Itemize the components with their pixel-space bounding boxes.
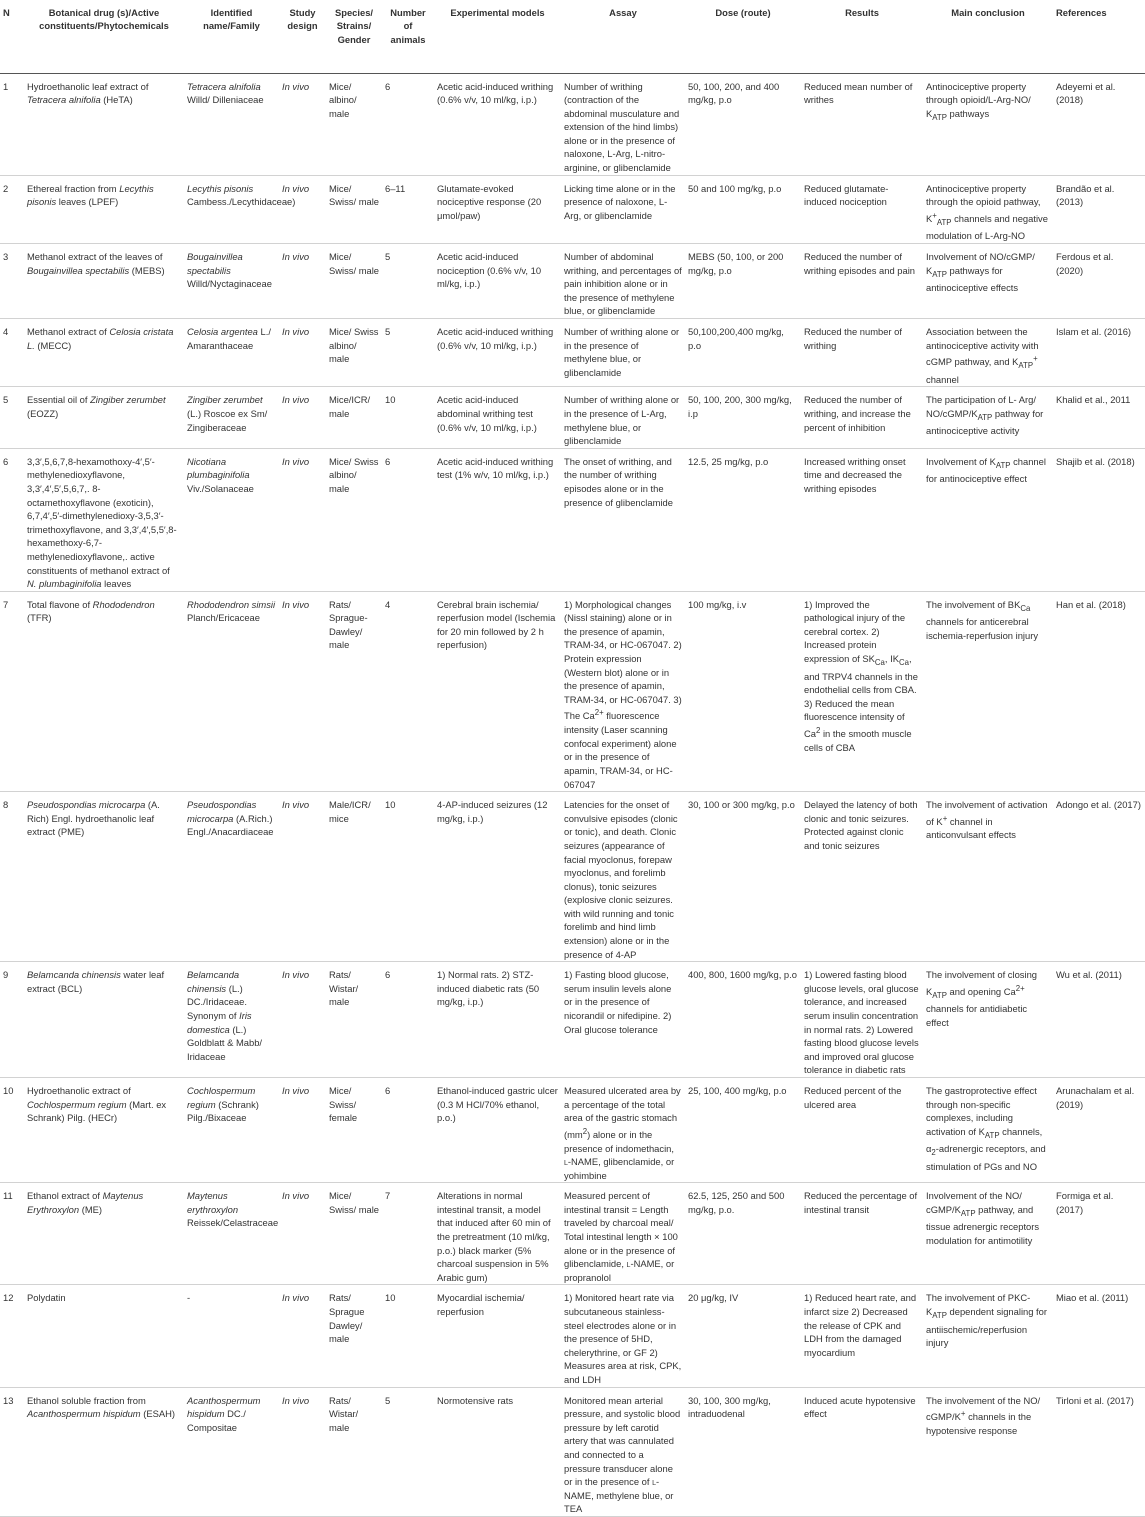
cell-main-conclusion: The involvement of activation of K+ channel in anticonvulsant effects: [923, 792, 1053, 962]
table-body: [0, 73, 1145, 1516]
header-identified-name: Identified name/Family: [184, 0, 279, 73]
cell-n: 1: [0, 73, 24, 175]
cell-results: 1) Lowered fasting blood glucose levels, oral glucose tolerance, and increased serum insulin concentration in normal rats. 2) Lowered fasting blood glucose levels and improved oral glucose tolerance in diabetic rats: [801, 962, 923, 1078]
cell-results: Induced acute hypotensive effect: [801, 1387, 923, 1516]
cell-number-of-animals: 4: [382, 591, 434, 791]
cell-study-design: In vivo: [279, 1285, 326, 1387]
cell-reference: Arunachalam et al. (2019): [1053, 1078, 1145, 1183]
cell-assay: Number of writhing alone or in the presence of methylene blue, or glibenclamide: [561, 319, 685, 387]
cell-experimental-model: Alterations in normal intestinal transit, a model that induced after 60 min of the pretreatment (10 ml/kg, p.o.) black marker (5% charcoal suspension in 5% Arabic gum): [434, 1183, 561, 1285]
cell-n: 7: [0, 591, 24, 791]
header-botanical-drug: Botanical drug (s)/Active constituents/Phytochemicals: [24, 0, 184, 73]
cell-results: Reduced mean number of writhes: [801, 73, 923, 175]
cell-number-of-animals: 6: [382, 962, 434, 1078]
header-assay: Assay: [561, 0, 685, 73]
cell-experimental-model: Cerebral brain ischemia/ reperfusion model (Ischemia for 20 min followed by 2 h reperfusion): [434, 591, 561, 791]
cell-results: 1) Reduced heart rate, and infarct size 2) Decreased the release of CPK and LDH from the damaged myocardium: [801, 1285, 923, 1387]
cell-n: 6: [0, 448, 24, 591]
cell-identified-name: Acanthospermum hispidum DC./ Compositae: [184, 1387, 279, 1516]
cell-botanical-drug: Methanol extract of the leaves of Bougainvillea spectabilis (MEBS): [24, 244, 184, 319]
cell-results: Reduced percent of the ulcered area: [801, 1078, 923, 1183]
cell-species: Mice/ Swiss/ male: [326, 175, 382, 243]
cell-botanical-drug: Methanol extract of Celosia cristata L. (MECC): [24, 319, 184, 387]
cell-study-design: In vivo: [279, 244, 326, 319]
cell-n: 5: [0, 387, 24, 448]
table-row: [0, 448, 1145, 591]
cell-main-conclusion: The participation of L- Arg/ $NO/cGMP/K_{ATP}$ pathway for antinociceptive activity: [923, 387, 1053, 448]
cell-identified-name: Bougainvillea spectabilis Willd/Nyctaginaceae: [184, 244, 279, 319]
cell-main-conclusion: Involvement of $K_{ATP}$ channel for antinociceptive effect: [923, 448, 1053, 591]
cell-species: Male/ICR/ mice: [326, 792, 382, 962]
cell-assay: Latencies for the onset of convulsive episodes (clonic or tonic), and death. Clonic seizures (appearance of facial myoclonus, forepaw myoclonus, and forelimb clonus), tonic seizures (explosive clonic seizures. with wild running and tonic forelimb and hind limb extension) alone or in the presence of 4-AP: [561, 792, 685, 962]
cell-dose: 20 μg/kg, IV: [685, 1285, 801, 1387]
cell-botanical-drug: Total flavone of Rhododendron (TFR): [24, 591, 184, 791]
header-references: References: [1053, 0, 1145, 73]
cell-reference: Shajib et al. (2018): [1053, 448, 1145, 591]
cell-main-conclusion: The involvement of PKC-$K_{ATP}$ dependent signaling for antiischemic/reperfusion injury: [923, 1285, 1053, 1387]
cell-study-design: In vivo: [279, 1387, 326, 1516]
cell-experimental-model: Ethanol-induced gastric ulcer (0.3 M HCl/70% ethanol, p.o.): [434, 1078, 561, 1183]
cell-reference: Ferdous et al. (2020): [1053, 244, 1145, 319]
cell-study-design: In vivo: [279, 1078, 326, 1183]
cell-number-of-animals: 6: [382, 1078, 434, 1183]
cell-experimental-model: Myocardial ischemia/ reperfusion: [434, 1285, 561, 1387]
cell-n: 2: [0, 175, 24, 243]
table-row: [0, 792, 1145, 962]
cell-experimental-model: Acetic acid-induced nociception (0.6% v/v, 10 ml/kg, i.p.): [434, 244, 561, 319]
cell-study-design: In vivo: [279, 387, 326, 448]
cell-species: Mice/ albino/ male: [326, 73, 382, 175]
cell-experimental-model: Acetic acid-induced writhing (0.6% v/v, 10 ml/kg, i.p.): [434, 319, 561, 387]
cell-number-of-animals: 10: [382, 387, 434, 448]
cell-n: 4: [0, 319, 24, 387]
cell-n: 9: [0, 962, 24, 1078]
cell-main-conclusion: Antinociceptive property through the opioid pathway, $K^+_{ATP}$ channels and negative modulation of L-Arg-NO: [923, 175, 1053, 243]
cell-reference: Han et al. (2018): [1053, 591, 1145, 791]
cell-n: 12: [0, 1285, 24, 1387]
cell-experimental-model: Acetic acid-induced writhing (0.6% v/v, 10 ml/kg, i.p.): [434, 73, 561, 175]
cell-reference: Adongo et al. (2017): [1053, 792, 1145, 962]
cell-identified-name: Nicotiana plumbaginifolia Viv./Solanaceae: [184, 448, 279, 591]
cell-dose: 400, 800, 1600 mg/kg, p.o: [685, 962, 801, 1078]
cell-reference: Brandão et al. (2013): [1053, 175, 1145, 243]
cell-identified-name: Belamcanda chinensis (L.) DC./Iridaceae. Synonym of Iris domestica (L.) Goldblatt & Mabb/ Iridaceae: [184, 962, 279, 1078]
cell-n: 10: [0, 1078, 24, 1183]
cell-experimental-model: Acetic acid-induced abdominal writhing test (0.6% v/v, 10 ml/kg, i.p.): [434, 387, 561, 448]
header-experimental-models: Experimental models: [434, 0, 561, 73]
cell-dose: 12.5, 25 mg/kg, p.o: [685, 448, 801, 591]
table-row: [0, 175, 1145, 243]
cell-assay: 1) Monitored heart rate via subcutaneous stainless-steel electrodes alone or in the presence of 5HD, chelerythrine, or GF 2) Measures area at risk, CPK, and LDH: [561, 1285, 685, 1387]
cell-study-design: In vivo: [279, 792, 326, 962]
cell-n: 11: [0, 1183, 24, 1285]
cell-species: Mice/ Swiss albino/ male: [326, 448, 382, 591]
cell-dose: 30, 100 or 300 mg/kg, p.o: [685, 792, 801, 962]
cell-experimental-model: 1) Normal rats. 2) STZ-induced diabetic rats (50 mg/kg, i.p.): [434, 962, 561, 1078]
cell-main-conclusion: The involvement of the NO/ cGMP/K+ channels in the hypotensive response: [923, 1387, 1053, 1516]
cell-botanical-drug: Hydroethanolic extract of Cochlospermum regium (Mart. ex Schrank) Pilg. (HECr): [24, 1078, 184, 1183]
table-header-row: [0, 0, 1145, 73]
cell-experimental-model: Acetic acid-induced writhing test (1% w/v, 10 ml/kg, i.p.): [434, 448, 561, 591]
cell-botanical-drug: Pseudospondias microcarpa (A. Rich) Engl. hydroethanolic leaf extract (PME): [24, 792, 184, 962]
cell-main-conclusion: The involvement of closing $K_{ATP}$ and opening $Ca^{2+}$ channels for antidiabetic effect: [923, 962, 1053, 1078]
cell-study-design: In vivo: [279, 319, 326, 387]
cell-identified-name: Pseudospondias microcarpa (A.Rich.) Engl./Anacardiaceae: [184, 792, 279, 962]
cell-assay: Number of writhing (contraction of the abdominal musculature and extension of the hind limbs) alone or in the presence of naloxone, L-Arg, L-nitro-arginine, or glibenclamide: [561, 73, 685, 175]
cell-assay: 1) Fasting blood glucose, serum insulin levels alone or in the presence of nicorandil or nifedipine. 2) Oral glucose tolerance: [561, 962, 685, 1078]
cell-species: Mice/ Swiss albino/ male: [326, 319, 382, 387]
cell-main-conclusion: Association between the antinociceptive activity with cGMP pathway, and $K_{ATP}^+$ channel: [923, 319, 1053, 387]
cell-botanical-drug: 3,3′,5,6,7,8-hexamothoxy-4′,5′-methylenedioxyflavone, 3,3′,4′,5′,5,6,7,. 8-octamethoxyflavone (exoticin), 6,7,4′,5′-dimethylenedioxy-3,5,3′-trimethoxyflavone, and 3,3′,4′,5,5′,8-hexamethoxy-6,7-methylenedioxyflavone,. active constituents of methanol extract of N. plumbaginifolia leaves: [24, 448, 184, 591]
cell-n: 3: [0, 244, 24, 319]
table-row: [0, 1285, 1145, 1387]
header-dose: Dose (route): [685, 0, 801, 73]
header-main-conclusion: Main conclusion: [923, 0, 1053, 73]
header-study-design: Study design: [279, 0, 326, 73]
cell-main-conclusion: Involvement of the NO/ cGMP/$K_{ATP}$ pathway, and tissue adrenergic receptors modulation for antimotility: [923, 1183, 1053, 1285]
cell-botanical-drug: Hydroethanolic leaf extract of Tetracera alnifolia (HeTA): [24, 73, 184, 175]
cell-identified-name: Rhododendron simsii Planch/Ericaceae: [184, 591, 279, 791]
cell-species: Mice/ICR/ male: [326, 387, 382, 448]
cell-identified-name: Zingiber zerumbet (L.) Roscoe ex Sm/ Zingiberaceae: [184, 387, 279, 448]
cell-botanical-drug: Ethanol soluble fraction from Acanthospermum hispidum (ESAH): [24, 1387, 184, 1516]
cell-experimental-model: Glutamate-evoked nociceptive response (20 μmol/paw): [434, 175, 561, 243]
header-species: Species/ Strains/ Gender: [326, 0, 382, 73]
cell-results: Reduced glutamate-induced nociception: [801, 175, 923, 243]
cell-study-design: In vivo: [279, 1183, 326, 1285]
cell-dose: 30, 100, 300 mg/kg, intraduodenal: [685, 1387, 801, 1516]
cell-results: Reduced the percentage of intestinal transit: [801, 1183, 923, 1285]
cell-assay: Number of writhing alone or in the presence of L-Arg, methylene blue, or glibenclamide: [561, 387, 685, 448]
cell-reference: Islam et al. (2016): [1053, 319, 1145, 387]
cell-results: Reduced the number of writhing: [801, 319, 923, 387]
header-number-of-animals: Number of animals: [382, 0, 434, 73]
table-row: [0, 319, 1145, 387]
cell-botanical-drug: Ethereal fraction from Lecythis pisonis leaves (LPEF): [24, 175, 184, 243]
cell-identified-name: Maytenus erythroxylon Reissek/Celastraceae: [184, 1183, 279, 1285]
cell-dose: 25, 100, 400 mg/kg, p.o: [685, 1078, 801, 1183]
table-row: [0, 962, 1145, 1078]
cell-number-of-animals: 5: [382, 244, 434, 319]
cell-botanical-drug: Belamcanda chinensis water leaf extract (BCL): [24, 962, 184, 1078]
cell-dose: MEBS (50, 100, or 200 mg/kg, p.o: [685, 244, 801, 319]
cell-experimental-model: Normotensive rats: [434, 1387, 561, 1516]
cell-number-of-animals: 10: [382, 1285, 434, 1387]
table-row: [0, 1183, 1145, 1285]
cell-dose: 50 and 100 mg/kg, p.o: [685, 175, 801, 243]
cell-species: Rats/ Wistar/ male: [326, 1387, 382, 1516]
cell-results: Increased writhing onset time and decreased the writhing episodes: [801, 448, 923, 591]
cell-main-conclusion: The gastroprotective effect through non-specific complexes, including activation of $K_{ATP}$ channels, $\alpha_2$-adrenergic receptors, and stimulation of PGs and NO: [923, 1078, 1053, 1183]
cell-botanical-drug: Essential oil of Zingiber zerumbet (EOZZ): [24, 387, 184, 448]
cell-identified-name: -: [184, 1285, 279, 1387]
table-row: [0, 1387, 1145, 1516]
table-row: [0, 244, 1145, 319]
cell-assay: Licking time alone or in the presence of naloxone, L-Arg, or glibenclamide: [561, 175, 685, 243]
cell-number-of-animals: 6–11: [382, 175, 434, 243]
cell-number-of-animals: 10: [382, 792, 434, 962]
cell-dose: 50,100,200,400 mg/kg, p.o: [685, 319, 801, 387]
cell-species: Rats/ Wistar/ male: [326, 962, 382, 1078]
cell-study-design: In vivo: [279, 591, 326, 791]
cell-dose: 50, 100, 200, 300 mg/kg, i.p: [685, 387, 801, 448]
cell-assay: The onset of writhing, and the number of writhing episodes alone or in the presence of glibenclamide: [561, 448, 685, 591]
cell-species: Mice/ Swiss/ male: [326, 244, 382, 319]
table-row: [0, 1078, 1145, 1183]
cell-dose: 62.5, 125, 250 and 500 mg/kg, p.o.: [685, 1183, 801, 1285]
cell-assay: Measured ulcerated area by a percentage of the total area of the gastric stomach $(mm^2)$ alone or in the presence of indomethacin, l-NAME, glibenclamide, or yohimbine: [561, 1078, 685, 1183]
cell-botanical-drug: Polydatin: [24, 1285, 184, 1387]
cell-botanical-drug: Ethanol extract of Maytenus Erythroxylon (ME): [24, 1183, 184, 1285]
cell-reference: Miao et al. (2011): [1053, 1285, 1145, 1387]
cell-reference: Tirloni et al. (2017): [1053, 1387, 1145, 1516]
header-n: N: [0, 0, 24, 73]
cell-results: Reduced the number of writhing episodes and pain: [801, 244, 923, 319]
cell-study-design: In vivo: [279, 962, 326, 1078]
header-results: Results: [801, 0, 923, 73]
cell-number-of-animals: 5: [382, 1387, 434, 1516]
cell-main-conclusion: Involvement of NO/cGMP/ $K_{ATP}$ pathways for antinociceptive effects: [923, 244, 1053, 319]
cell-n: 8: [0, 792, 24, 962]
cell-identified-name: Tetracera alnifolia Willd/ Dilleniaceae: [184, 73, 279, 175]
cell-species: Rats/ Sprague-Dawley/ male: [326, 591, 382, 791]
cell-assay: 1) Morphological changes (Nissl staining) alone or in the presence of apamin, TRAM-34, or HC-067047. 2) Protein expression (Western blot) alone or in the presence of apamin, TRAM-34, or HC-067047. 3) The $Ca^{2+}$ fluorescence intensity (Laser scanning confocal experiment) alone or in the presence of apamin, TRAM-34, or HC-067047: [561, 591, 685, 791]
table-row: [0, 387, 1145, 448]
cell-reference: Khalid et al., 2011: [1053, 387, 1145, 448]
cell-main-conclusion: Antinociceptive property through opioid/L-Arg-NO/ $K_{ATP}$ pathways: [923, 73, 1053, 175]
cell-experimental-model: 4-AP-induced seizures (12 mg/kg, i.p.): [434, 792, 561, 962]
cell-main-conclusion: The involvement of $BK_{Ca}$ channels for anticerebral ischemia-reperfusion injury: [923, 591, 1053, 791]
cell-reference: Wu et al. (2011): [1053, 962, 1145, 1078]
cell-assay: Monitored mean arterial pressure, and systolic blood pressure by left carotid artery that was cannulated and connected to a pressure transducer alone or in the presence of l-NAME, methylene blue, or TEA: [561, 1387, 685, 1516]
cell-species: Mice/ Swiss/ male: [326, 1183, 382, 1285]
cell-number-of-animals: 5: [382, 319, 434, 387]
table-row: [0, 73, 1145, 175]
cell-number-of-animals: 6: [382, 73, 434, 175]
cell-reference: Formiga et al. (2017): [1053, 1183, 1145, 1285]
cell-reference: Adeyemi et al. (2018): [1053, 73, 1145, 175]
cell-identified-name: Celosia argentea L./ Amaranthaceae: [184, 319, 279, 387]
table-row: [0, 591, 1145, 791]
cell-study-design: In vivo: [279, 73, 326, 175]
cell-assay: Measured percent of intestinal transit = Length traveled by charcoal meal/ Total intestinal length × 100 alone or in the presence of glibenclamide, l-NAME, or propranolol: [561, 1183, 685, 1285]
cell-study-design: In vivo: [279, 448, 326, 591]
cell-results: Reduced the number of writhing, and increase the percent of inhibition: [801, 387, 923, 448]
cell-number-of-animals: 6: [382, 448, 434, 591]
cell-identified-name: Cochlospermum regium (Schrank) Pilg./Bixaceae: [184, 1078, 279, 1183]
cell-species: Rats/ Sprague Dawley/ male: [326, 1285, 382, 1387]
cell-study-design: In vivo: [279, 175, 326, 243]
cell-assay: Number of abdominal writhing, and percentages of pain inhibition alone or in the presence of methylene blue, or glibenclamide: [561, 244, 685, 319]
cell-dose: 50, 100, 200, and 400 mg/kg, p.o: [685, 73, 801, 175]
cell-dose: 100 mg/kg, i.v: [685, 591, 801, 791]
cell-species: Mice/ Swiss/ female: [326, 1078, 382, 1183]
cell-number-of-animals: 7: [382, 1183, 434, 1285]
cell-identified-name: Lecythis pisonis Cambess./Lecythidaceae): [184, 175, 279, 243]
cell-results: Delayed the latency of both clonic and tonic seizures. Protected against clonic and tonic seizures: [801, 792, 923, 962]
cell-n: 13: [0, 1387, 24, 1516]
cell-results: 1) Improved the pathological injury of the cerebral cortex. 2) Increased protein expression of $SK_{Ca}$, $IK_{Ca}$, and TRPV4 channels in the endothelial cells from CBA. 3) Reduced the mean fluorescence intensity of Ca$^2$ in the smooth muscle cells of CBA: [801, 591, 923, 791]
